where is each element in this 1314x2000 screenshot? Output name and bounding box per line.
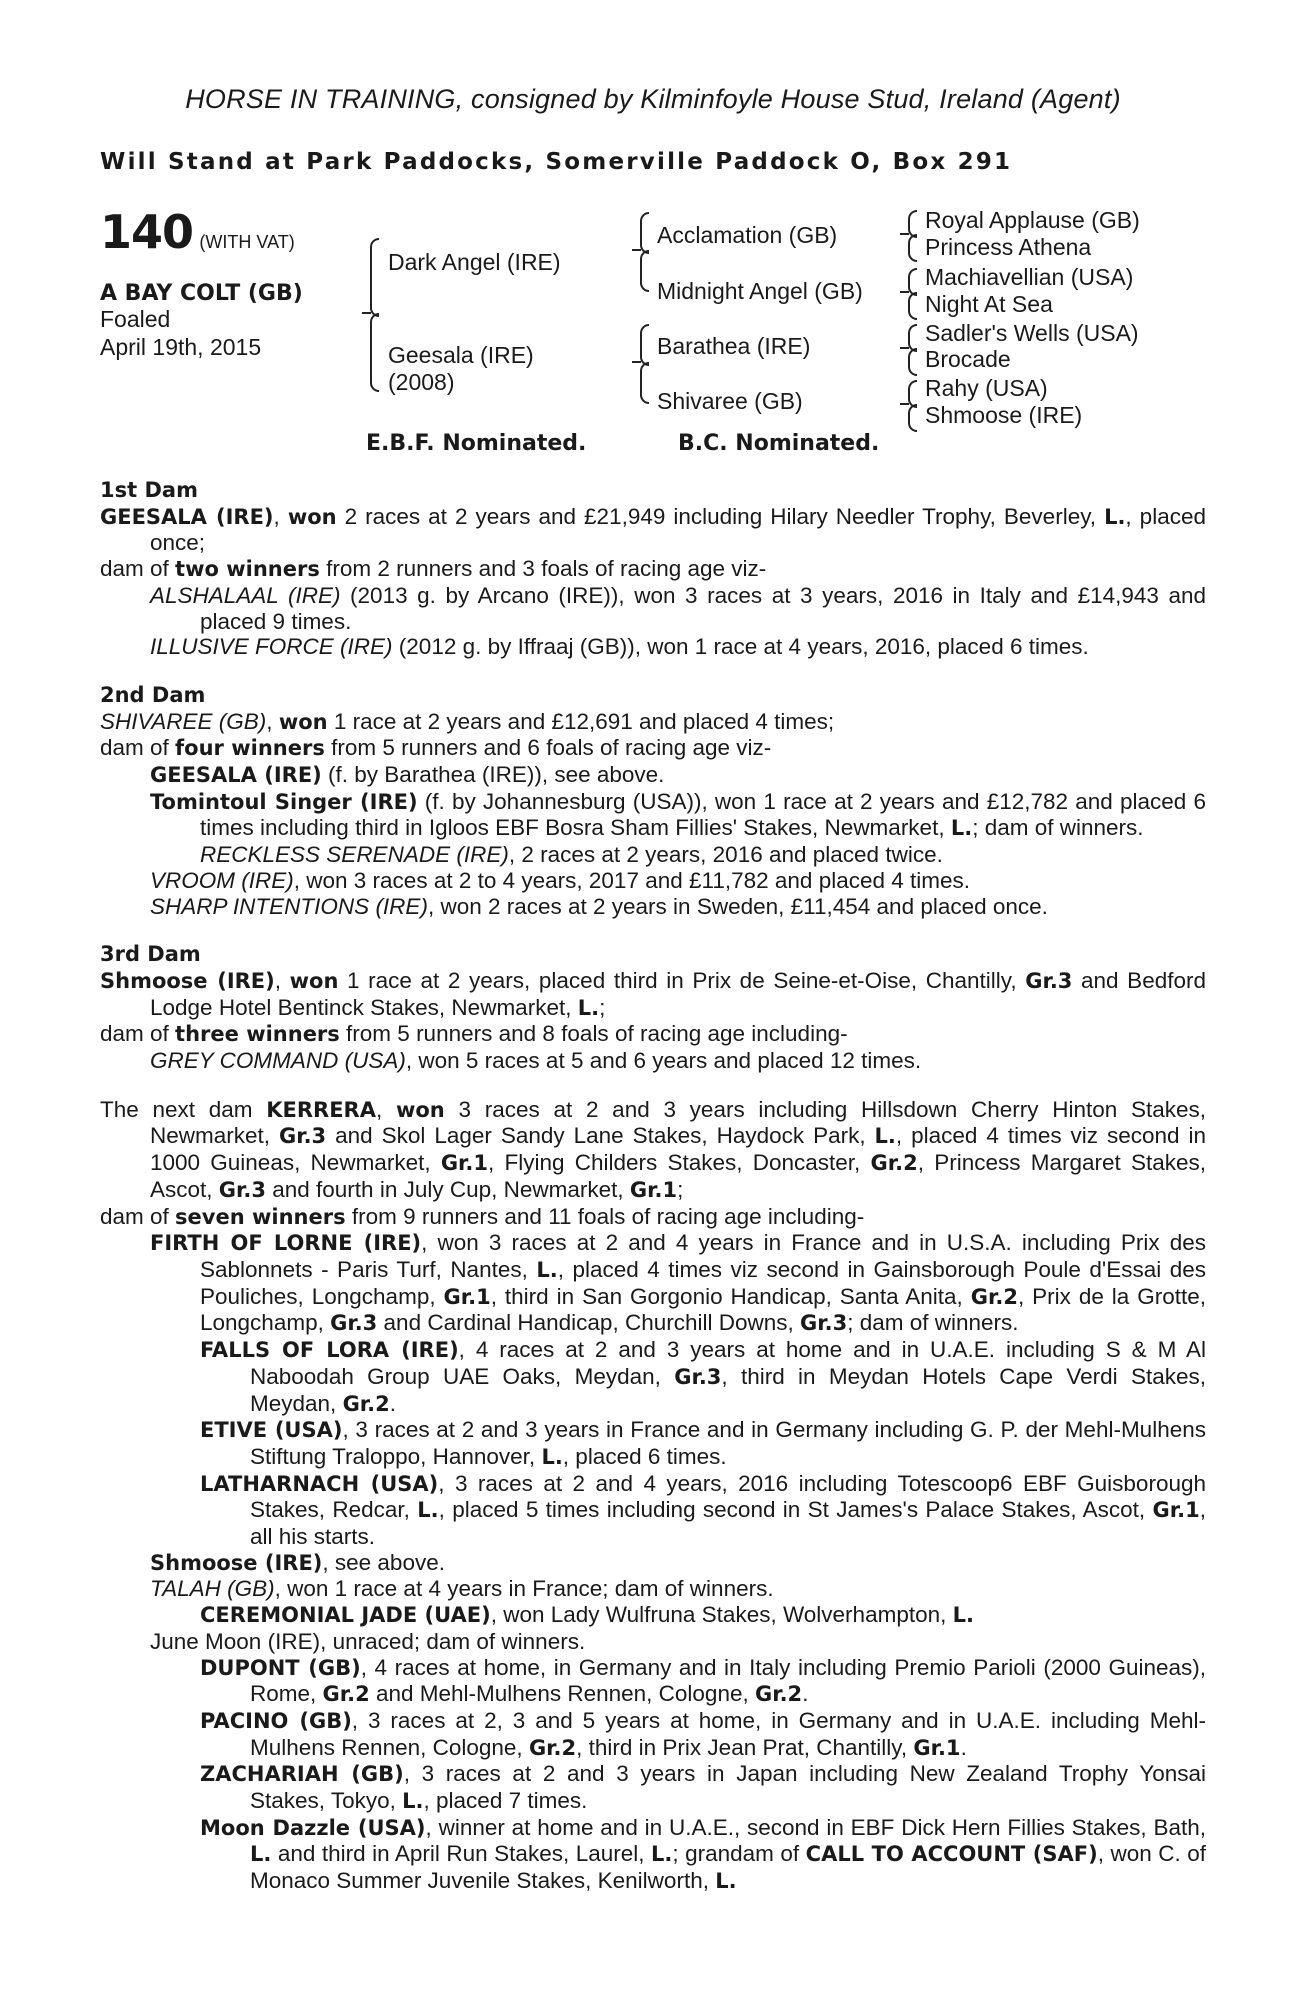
pedigree-brace bbox=[908, 348, 917, 376]
dam-dam: Shivaree (GB) bbox=[657, 388, 803, 414]
pedigree-brace bbox=[900, 233, 909, 235]
pedigree-brace bbox=[632, 361, 641, 363]
first-dam-produce-summary: dam of two winners from 2 runners and 3 foals of racing age viz- bbox=[100, 556, 767, 582]
pedigree-brace bbox=[362, 312, 371, 314]
dam-sire: Barathea (IRE) bbox=[657, 333, 811, 359]
list-item: GEESALA (IRE) (f. by Barathea (IRE)), see above. bbox=[150, 762, 665, 788]
great-grandsire: Sadler's Wells (USA) bbox=[925, 320, 1139, 346]
sire-dam: Midnight Angel (GB) bbox=[657, 278, 863, 304]
dam-year: (2008) bbox=[388, 369, 455, 395]
great-grandsire: Royal Applause (GB) bbox=[925, 207, 1140, 233]
list-item: VROOM (IRE), won 3 races at 2 to 4 years, 2017 and £11,782 and placed 4 times. bbox=[150, 867, 971, 893]
second-dam-heading: 2nd Dam bbox=[100, 682, 206, 707]
pedigree-brace bbox=[900, 403, 909, 405]
sire-name: Dark Angel (IRE) bbox=[388, 249, 561, 275]
pedigree-brace bbox=[640, 212, 649, 254]
great-granddam: Night At Sea bbox=[925, 291, 1053, 317]
third-dam-record: Shmoose (IRE), won 1 race at 2 years, placed third in Prix de Seine-et-Oise, Chantilly, Gr.3 and Bedford Lodge Hotel Bentinck Stakes, Newmarket, L.; bbox=[100, 967, 1206, 1020]
section-gap bbox=[100, 1074, 1206, 1097]
pedigree-brace bbox=[908, 292, 917, 320]
foaled-date: April 19th, 2015 bbox=[100, 334, 262, 360]
pedigree-brace bbox=[640, 324, 649, 366]
sire-sire: Acclamation (GB) bbox=[657, 222, 838, 248]
pedigree-brace bbox=[632, 249, 641, 251]
pedigree-brace bbox=[640, 250, 649, 292]
first-dam-heading: 1st Dam bbox=[100, 478, 198, 502]
list-item: LATHARNACH (USA), 3 races at 2 and 4 years, 2016 including Totescoop6 EBF Guisborough Stakes, Redcar, L., placed 5 times including second in St James's Palace Stakes, Ascot, Gr.1, all his starts. bbox=[200, 1470, 1206, 1550]
list-item: FALLS OF LORA (IRE), 4 races at 2 and 3 years at home and in U.A.E. including S & M Al Naboodah Group UAE Oaks, Meydan, Gr.3, third in Meydan Hotels Cape Verdi Stakes, Meydan, Gr.2. bbox=[200, 1337, 1207, 1416]
list-item: ILLUSIVE FORCE (IRE) (2012 g. by Iffraaj (GB)), won 1 race at 4 years, 2016, placed 6 times. bbox=[150, 634, 1089, 660]
dam-name: Geesala (IRE) bbox=[388, 342, 534, 368]
stand-location: Will Stand at Park Paddocks, Somerville Paddock O, Box 291 bbox=[100, 149, 1013, 175]
pedigree-brace bbox=[370, 313, 379, 392]
bc-nominated: B.C. Nominated. bbox=[678, 431, 880, 456]
pedigree-brace bbox=[900, 347, 909, 349]
lot-header bbox=[100, 205, 295, 259]
great-grandsire: Machiavellian (USA) bbox=[925, 264, 1134, 290]
list-item: Shmoose (IRE), see above. bbox=[150, 1549, 445, 1575]
foaled-label: Foaled bbox=[100, 306, 171, 332]
list-item: Moon Dazzle (USA), winner at home and in U.A.E., second in EBF Dick Hern Fillies Stakes, Bath, L. and third in April Run Stakes, Laurel, L.; grandam of CALL TO ACCOUNT (SAF), won C. of Monaco Summer Juvenile Stakes, Kenilworth, L. bbox=[200, 1814, 1206, 1894]
pedigree-brace bbox=[908, 404, 917, 432]
section-gap bbox=[100, 919, 1206, 942]
list-item: ALSHALAAL (IRE) (2013 g. by Arcano (IRE)), won 3 races at 3 years, 2016 in Italy and £14,943 and placed 9 times. bbox=[150, 582, 1206, 634]
vat-note: (WITH VAT) bbox=[199, 232, 295, 252]
list-item: FIRTH OF LORNE (IRE), won 3 races at 2 and 4 years in France and in U.S.A. including Prix des Sablonnets - Paris Turf, Nantes, L., placed 4 times viz second in Gainsborough Poule d'Essai des Pouliches, Longchamp, Gr.1, third in San Gorgonio Handicap, Santa Anita, Gr.2, Prix de la Grotte, Longchamp, Gr.3 and Cardinal Handicap, Churchill Downs, Gr.3; dam of winners. bbox=[150, 1230, 1207, 1336]
third-dam-produce-summary: dam of three winners from 5 runners and 8 foals of racing age including- bbox=[100, 1021, 848, 1047]
lot-number: 140 bbox=[100, 205, 194, 259]
list-item: Tomintoul Singer (IRE) (f. by Johannesburg (USA)), won 1 race at 2 years and £12,782 and placed 6 times including third in Igloos EBF Bosra Sham Fillies' Stakes, Newmarket, L.; dam of winners. bbox=[150, 788, 1206, 841]
list-item: June Moon (IRE), unraced; dam of winners. bbox=[150, 1628, 586, 1654]
list-item: DUPONT (GB), 4 races at home, in Germany and in Italy including Premio Parioli (2000 Guineas), Rome, Gr.2 and Mehl-Mulhens Rennen, Cologne, Gr.2. bbox=[200, 1654, 1206, 1707]
great-granddam: Brocade bbox=[925, 346, 1011, 372]
consignor-line: HORSE IN TRAINING, consigned by Kilminfoyle House Stud, Ireland (Agent) bbox=[185, 84, 1121, 114]
lot-title: A BAY COLT (GB) bbox=[100, 281, 303, 306]
section-gap bbox=[100, 660, 1206, 683]
next-dam-produce-summary: dam of seven winners from 9 runners and 11 foals of racing age including- bbox=[100, 1203, 865, 1229]
pedigree-brace bbox=[370, 238, 379, 317]
second-dam-produce-summary: dam of four winners from 5 runners and 6 foals of racing age viz- bbox=[100, 735, 772, 761]
list-item: ZACHARIAH (GB), 3 races at 2 and 3 years in Japan including New Zealand Trophy Yonsai Stakes, Tokyo, L., placed 7 times. bbox=[200, 1761, 1207, 1814]
list-item: RECKLESS SERENADE (IRE), 2 races at 2 years, 2016 and placed twice. bbox=[200, 842, 943, 868]
pedigree-brace bbox=[900, 291, 909, 293]
pedigree-block bbox=[100, 200, 1206, 460]
first-dam-record: GEESALA (IRE), won 2 races at 2 years and £21,949 including Hilary Needler Trophy, Beverley, L., placed once; bbox=[100, 503, 1206, 556]
list-item: TALAH (GB), won 1 race at 4 years in France; dam of winners. bbox=[150, 1576, 774, 1602]
great-granddam: Shmoose (IRE) bbox=[925, 402, 1083, 428]
great-grandsire: Rahy (USA) bbox=[925, 375, 1048, 401]
list-item: ETIVE (USA), 3 races at 2 and 3 years in France and in Germany including G. P. der Mehl-Mulhens Stiftung Traloppo, Hannover, L., placed 6 times. bbox=[200, 1417, 1206, 1469]
second-dam-record: SHIVAREE (GB), won 1 race at 2 years and £12,691 and placed 4 times; bbox=[100, 708, 835, 734]
pedigree-brace bbox=[640, 362, 649, 404]
list-item: CEREMONIAL JADE (UAE), won Lady Wulfruna Stakes, Wolverhampton, L. bbox=[200, 1602, 974, 1628]
dam-line-text bbox=[100, 478, 1206, 1895]
ebf-nominated: E.B.F. Nominated. bbox=[366, 431, 587, 456]
great-granddam: Princess Athena bbox=[925, 234, 1092, 260]
pedigree-brace bbox=[908, 234, 917, 262]
list-item: PACINO (GB), 3 races at 2, 3 and 5 years at home, in Germany and in U.A.E. including Mehl-Mulhens Rennen, Cologne, Gr.2, third in Prix Jean Prat, Chantilly, Gr.1. bbox=[200, 1707, 1206, 1760]
list-item: GREY COMMAND (USA), won 5 races at 5 and 6 years and placed 12 times. bbox=[150, 1048, 922, 1074]
next-dam-record: The next dam KERRERA, won 3 races at 2 and 3 years including Hillsdown Cherry Hinton Stakes, Newmarket, Gr.3 and Skol Lager Sandy Lane Stakes, Haydock Park, L., placed 4 times viz second in 1000 Guineas, Newmarket, Gr.1, Flying Childers Stakes, Doncaster, Gr.2, Princess Margaret Stakes, Ascot, Gr.3 and fourth in July Cup, Newmarket, Gr.1; bbox=[100, 1096, 1206, 1202]
list-item: SHARP INTENTIONS (IRE), won 2 races at 2 years in Sweden, £11,454 and placed once. bbox=[150, 893, 1048, 919]
third-dam-heading: 3rd Dam bbox=[100, 942, 201, 967]
